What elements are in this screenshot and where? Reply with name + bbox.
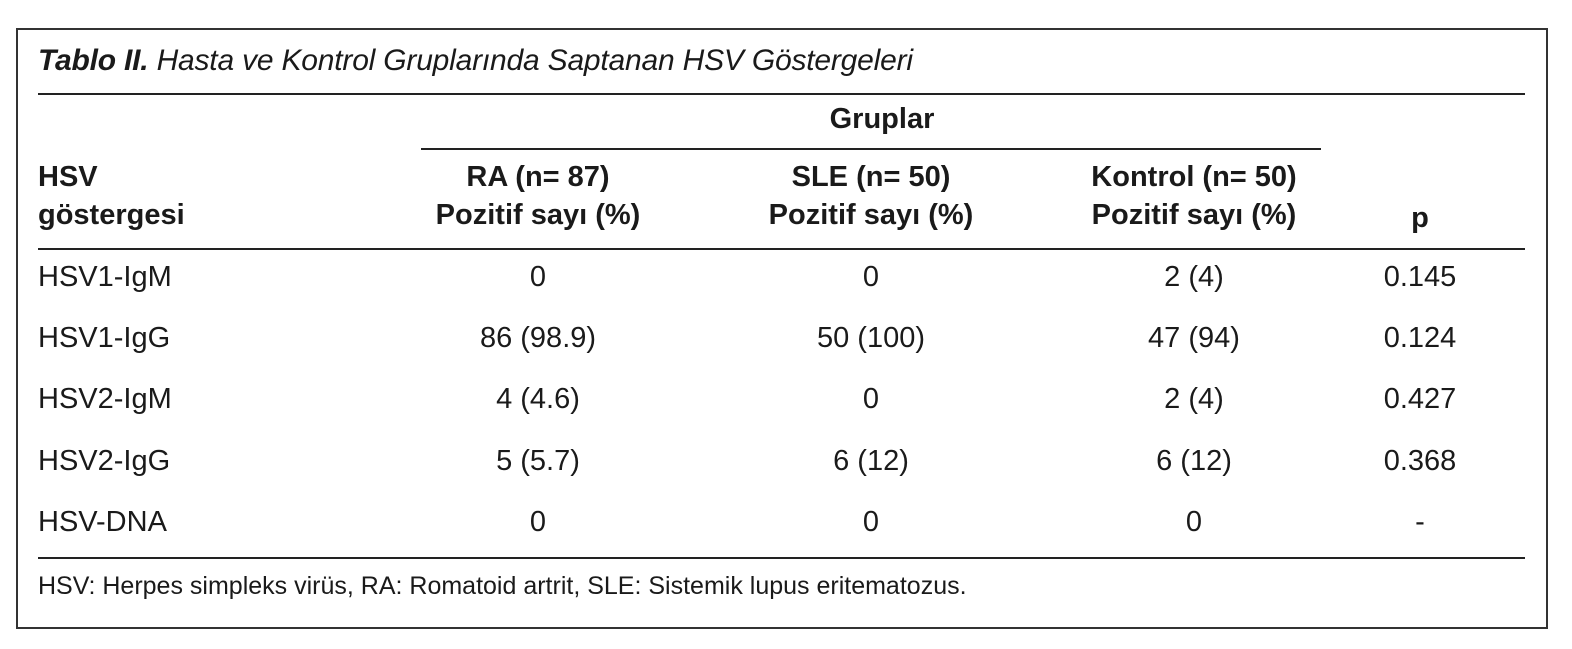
row-ra-value: 86 (98.9) <box>479 322 597 354</box>
bottom-rule <box>38 557 1525 559</box>
row-kontrol-value: 6 (12) <box>1156 445 1232 477</box>
row-sle-value: 0 <box>862 383 880 415</box>
column-header-sle-name: SLE (n= 50) <box>791 161 951 193</box>
table-caption <box>38 44 913 78</box>
row-marker: HSV2-IgM <box>38 383 172 415</box>
row-marker: HSV-DNA <box>38 506 167 538</box>
group-rule <box>421 148 1321 150</box>
row-p-value: - <box>1415 506 1425 538</box>
row-p-value: 0.124 <box>1383 322 1457 354</box>
row-marker: HSV1-IgM <box>38 261 172 293</box>
row-sle-value: 0 <box>862 261 880 293</box>
caption-text: Hasta ve Kontrol Gruplarında Saptanan HSV Göstergeleri <box>156 44 913 77</box>
row-kontrol-value: 2 (4) <box>1164 383 1224 415</box>
column-header-sle <box>769 158 974 234</box>
column-header-p: p <box>1411 202 1429 234</box>
column-header-kontrol <box>1091 158 1296 234</box>
top-rule <box>38 93 1525 95</box>
column-header-ra <box>436 158 641 234</box>
group-header: Gruplar <box>829 103 935 135</box>
row-marker: HSV2-IgG <box>38 445 171 477</box>
row-ra-value: 4 (4.6) <box>496 383 580 415</box>
row-p-value: 0.427 <box>1383 383 1457 415</box>
row-header-line1: HSV <box>38 161 98 193</box>
column-header-kontrol-name: Kontrol (n= 50) <box>1091 161 1297 193</box>
row-header-line2: göstergesi <box>38 199 185 231</box>
row-header <box>38 158 185 234</box>
table-frame <box>16 28 1548 629</box>
row-sle-value: 0 <box>862 506 880 538</box>
row-kontrol-value: 47 (94) <box>1148 322 1240 354</box>
row-p-value: 0.145 <box>1383 261 1457 293</box>
row-kontrol-value: 2 (4) <box>1164 261 1224 293</box>
row-kontrol-value: 0 <box>1185 506 1203 538</box>
row-sle-value: 6 (12) <box>833 445 909 477</box>
row-sle-value: 50 (100) <box>816 322 926 354</box>
column-header-ra-sub: Pozitif sayı (%) <box>435 199 641 231</box>
row-ra-value: 0 <box>529 261 547 293</box>
row-ra-value: 5 (5.7) <box>496 445 580 477</box>
table-footnote: HSV: Herpes simpleks virüs, RA: Romatoid artrit, SLE: Sistemik lupus eritematozus. <box>38 572 967 600</box>
column-header-sle-sub: Pozitif sayı (%) <box>768 199 974 231</box>
caption-label: Tablo II. <box>38 44 149 77</box>
row-ra-value: 0 <box>529 506 547 538</box>
column-header-kontrol-sub: Pozitif sayı (%) <box>1091 199 1297 231</box>
row-marker: HSV1-IgG <box>38 322 171 354</box>
row-p-value: 0.368 <box>1383 445 1457 477</box>
header-rule <box>38 248 1525 250</box>
column-header-ra-name: RA (n= 87) <box>466 161 610 193</box>
